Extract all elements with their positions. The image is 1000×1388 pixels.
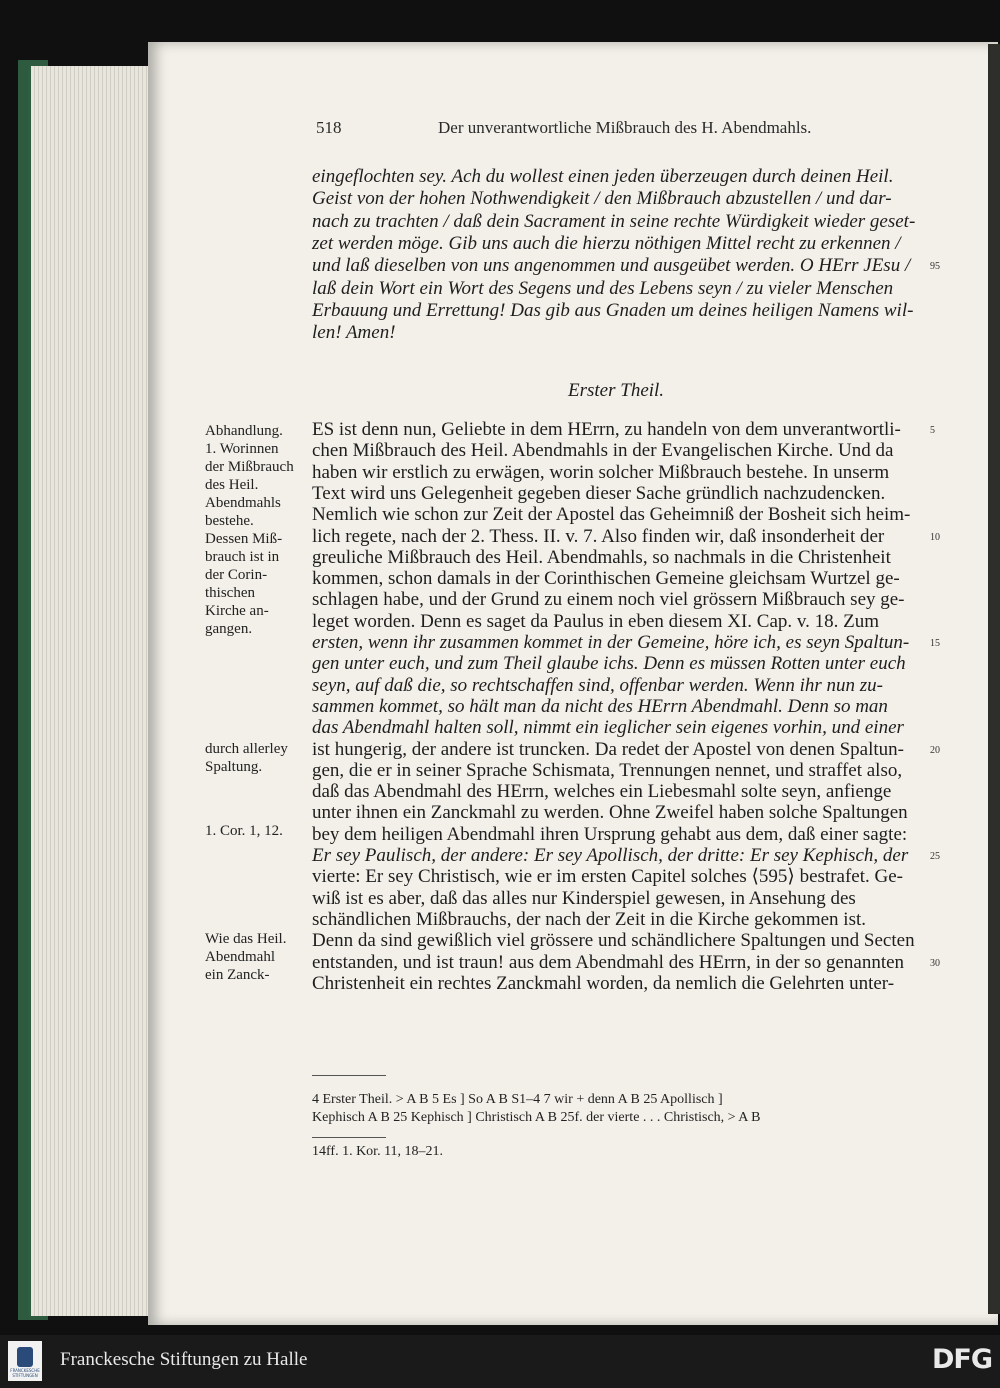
text-line: seyn, auf daß die, so rechtschaffen sind, offenbar werden. Wenn ihr nun zu- <box>312 674 883 696</box>
margin-note-line: durch allerley <box>205 741 288 757</box>
line-number: 25 <box>930 851 940 862</box>
margin-note-line: Spaltung. <box>205 759 263 775</box>
margin-note-line: thischen <box>205 585 255 601</box>
footer-bar <box>0 1335 1000 1388</box>
text-line: unter ihnen ein Zanckmahl zu werden. Ohne Zweifel haben solche Spaltungen <box>312 802 908 824</box>
text-line: Erbauung und Errettung! Das gib aus Gnaden um deines heiligen Namens wil- <box>312 299 914 321</box>
margin-note-line: Abendmahls <box>205 495 281 511</box>
text-line: schlagen habe, und der Grund zu einem noch viel grössern Mißbrauch sey ge- <box>312 589 905 611</box>
book-page <box>148 42 998 1325</box>
text-line: wiß ist es aber, daß das alles nur Kinderspiel gewesen, in Ansehung des <box>312 887 856 909</box>
footnote-rule <box>312 1137 386 1138</box>
text-line: nach zu trachten / daß dein Sacrament in seine rechte Würdigkeit wieder geset- <box>312 210 916 232</box>
facing-page-edge <box>988 44 1000 1314</box>
institution-logo[interactable] <box>8 1341 42 1381</box>
reference-note: 14ff. 1. Kor. 11, 18–21. <box>312 1144 444 1159</box>
text-line: leget worden. Denn es saget da Paulus in eben diesem XI. Cap. v. 18. Zum <box>312 610 880 632</box>
line-number: 10 <box>930 531 940 543</box>
text-line: chen Mißbrauch des Heil. Abendmahls in der Evangelischen Kirche. Und da <box>312 440 894 462</box>
text-line: sammen kommet, so hält man da nicht des HErrn Abendmahl. Denn so man <box>312 695 888 717</box>
footnote-rule <box>312 1075 386 1076</box>
logo-caption: FRANCKESCHE <box>10 1368 40 1373</box>
text-line: Geist von der hohen Nothwendigkeit / den Mißbrauch abzustellen / und dar- <box>312 188 892 210</box>
text-line: haben wir erstlich zu erwägen, worin solcher Mißbrauch bestehe. In unserm <box>312 461 890 483</box>
text-line: ersten, wenn ihr zusammen kommet in der Gemeine, höre ich, es seyn Spaltun- <box>312 632 910 653</box>
text-line: greuliche Mißbrauch des Heil. Abendmahls, so nachmals in die Christenheit <box>312 546 891 568</box>
margin-note-line: der Corin- <box>205 567 268 583</box>
section-heading: Erster Theil. <box>568 380 665 401</box>
text-line: gen, die er in seiner Sprache Schismata, Trennungen nennet, und straffet also, <box>312 759 903 781</box>
text-line: zet werden möge. Gib uns auch die hierzu nöthigen Mittel recht zu erkennen / <box>312 232 901 254</box>
text-line: laß dein Wort ein Wort des Segens und des Lebens seyn / zu vieler Menschen <box>312 277 894 299</box>
text-line: daß das Abendmahl des HErrn, welches ein Liebesmahl solte seyn, anfienge <box>312 781 892 803</box>
dfg-logo[interactable]: DFG <box>932 1344 993 1375</box>
text-line: ES ist denn nun, Geliebte in dem HErrn, zu handeln von dem unverantwortli- <box>312 419 901 440</box>
text-line: Text wird uns Gelegenheit gegeben dieser Sache gründlich nachzudencken. <box>312 482 886 504</box>
margin-note-line: Dessen Miß- <box>205 531 283 547</box>
margin-note-line: des Heil. <box>205 477 259 493</box>
margin-note-line: Abhandlung. <box>205 423 283 439</box>
text-line: Nemlich wie schon zur Zeit der Apostel das Geheimniß der Bosheit sich heim- <box>312 504 911 526</box>
text-line: Er sey Paulisch, der andere: Er sey Apollisch, der dritte: Er sey Kephisch, der <box>312 845 909 866</box>
text-line: bey dem heiligen Abendmahl ihren Ursprung gehabt aus dem, daß einer sagte: <box>312 823 908 845</box>
text-line: schändlichen Mißbrauchs, der nach der Zeit in die Kirche gekommen ist. <box>312 908 866 930</box>
text-line: gen unter euch, und zum Theil glaube ichs. Denn es müssen Rotten unter euch <box>312 653 906 675</box>
margin-note-line: brauch ist in <box>205 549 280 565</box>
page-number: 518 <box>316 118 342 137</box>
running-title: Der unverantwortliche Mißbrauch des H. Abendmahls. <box>438 118 812 137</box>
page-edges <box>28 66 153 1316</box>
margin-note-line: ein Zanck- <box>205 967 270 983</box>
text-line: Denn da sind gewißlich viel grössere und schändlichere Spaltungen und Secten <box>312 930 915 952</box>
text-line: vierte: Er sey Christisch, wie er im ersten Capitel solches ⟨595⟩ bestrafet. Ge- <box>312 866 903 888</box>
text-line: len! Amen! <box>312 322 396 344</box>
text-line: kommen, schon damals in der Corinthischen Gemeine gleichsam Wurtzel ge- <box>312 568 900 590</box>
margin-note-line: bestehe. <box>205 513 254 529</box>
margin-note-line: 1. Cor. 1, 12. <box>205 823 283 839</box>
line-number: 30 <box>930 957 940 969</box>
margin-note-line: Kirche an- <box>205 603 269 619</box>
institution-name: Franckesche Stiftungen zu Halle <box>60 1349 308 1370</box>
apparatus-line: 4 Erster Theil. > A B 5 Es ] So A B S1–4 7 wir + denn A B 25 Apollisch ] <box>312 1092 723 1107</box>
margin-note-line: 1. Worinnen <box>205 441 279 457</box>
margin-note-line: Wie das Heil. <box>205 931 287 947</box>
line-number: 5 <box>930 425 935 436</box>
line-number: 20 <box>930 744 940 756</box>
text-line: entstanden, und ist traun! aus dem Abendmahl des HErrn, in der so genannten <box>312 951 905 973</box>
margin-note-line: Abendmahl <box>205 949 275 965</box>
text-line: Christenheit ein rechtes Zanckmahl worden, da nemlich die Gelehrten unter- <box>312 972 895 994</box>
text-line: eingeflochten sey. Ach du wollest einen jeden überzeugen durch deinen Heil. <box>312 166 894 187</box>
apparatus-line: Kephisch A B 25 Kephisch ] Christisch A B 25f. der vierte . . . Christisch, > A B <box>312 1110 761 1125</box>
line-number: 95 <box>930 261 940 273</box>
emblem-icon <box>17 1347 33 1367</box>
line-number: 15 <box>930 638 940 649</box>
text-line: und laß dieselben von uns angenommen und ausgeübet werden. O HErr JEsu / <box>312 255 911 277</box>
logo-caption: STIFTUNGEN <box>12 1373 38 1378</box>
text-line: ist hungerig, der andere ist truncken. Da redet der Apostel von denen Spaltun- <box>312 738 904 760</box>
text-line: lich regete, nach der 2. Thess. II. v. 7. Also finden wir, daß insonderheit der <box>312 525 885 547</box>
margin-note-line: der Mißbrauch <box>205 459 294 475</box>
text-line: das Abendmahl halten soll, nimmt ein ieglicher sein eigenes vorhin, und einer <box>312 717 904 739</box>
margin-note-line: gangen. <box>205 621 253 637</box>
